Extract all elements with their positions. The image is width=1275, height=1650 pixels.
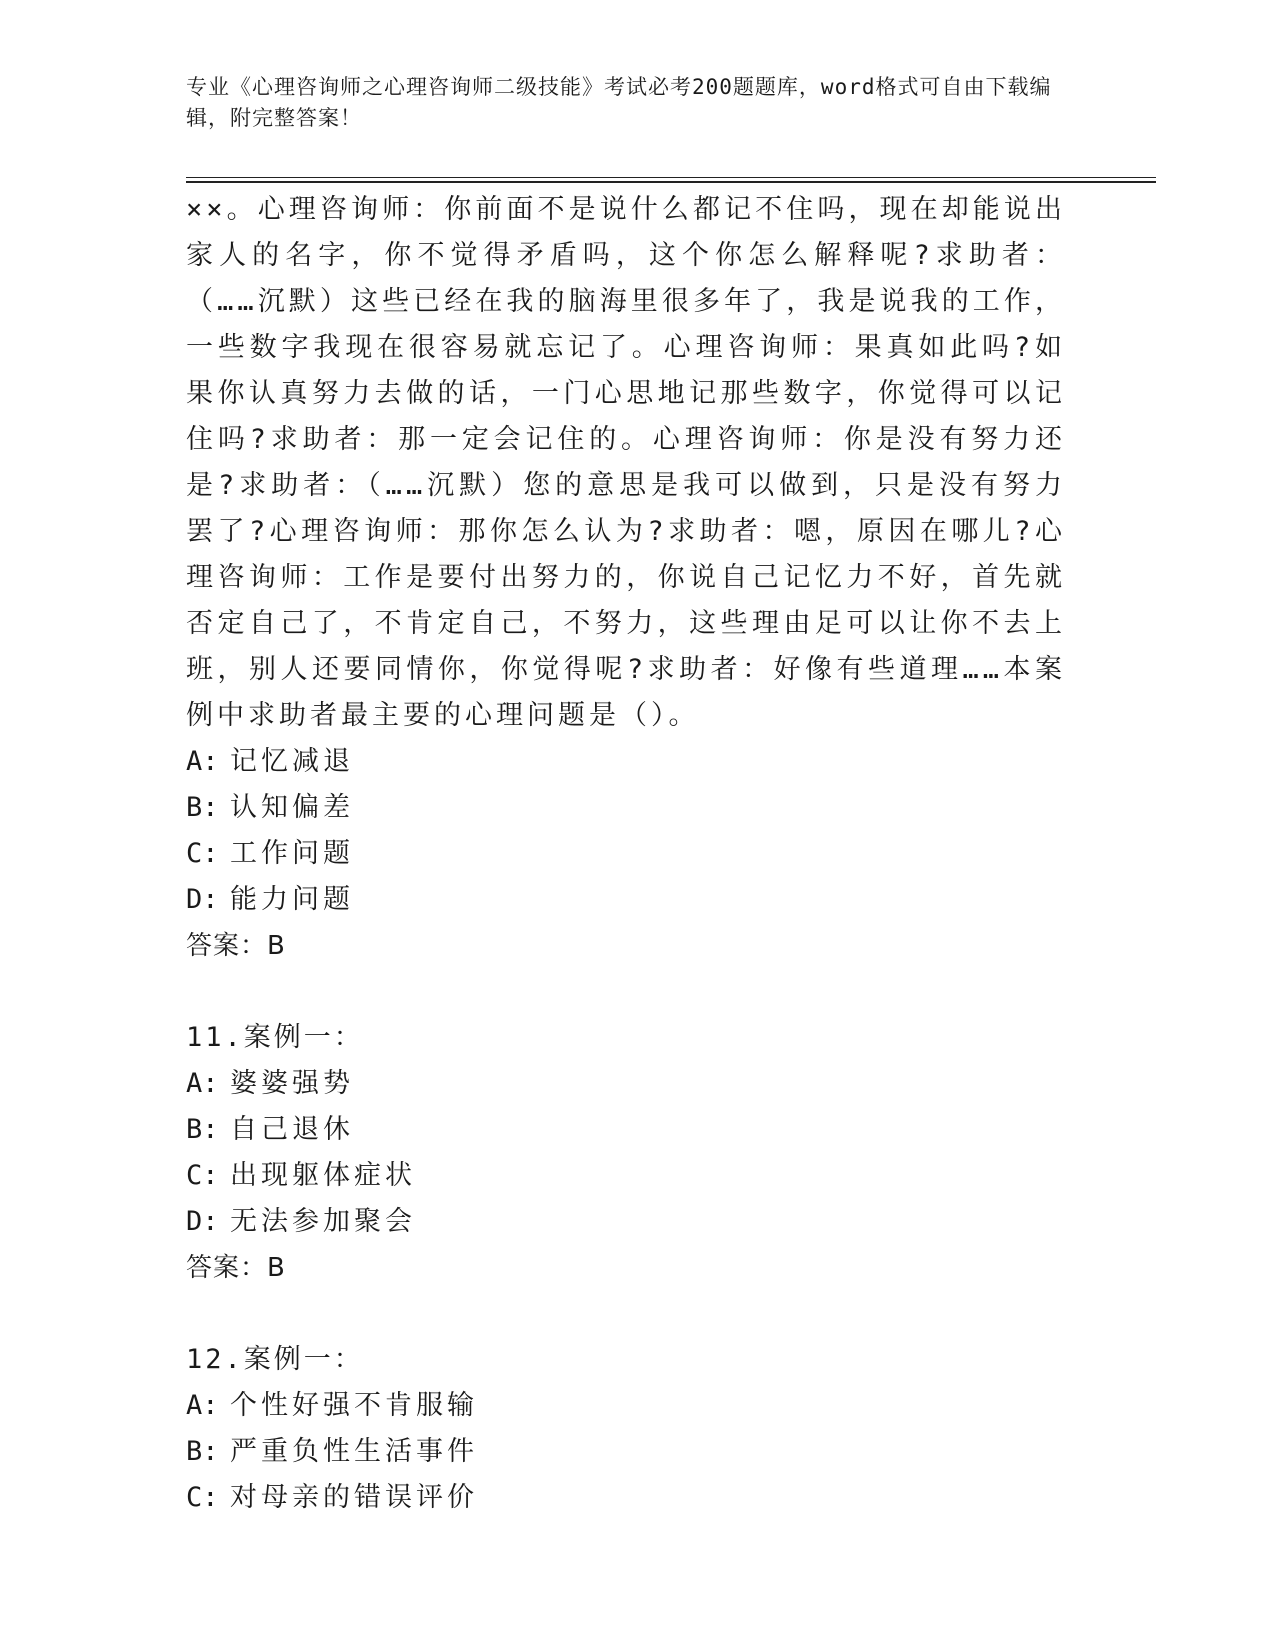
- question-10-answer: 答案：B: [186, 931, 286, 961]
- question-12-option-a: [186, 1383, 1066, 1429]
- question-12-title: 12.案例一：: [186, 1344, 364, 1375]
- question-10-option-c: [186, 831, 1066, 877]
- option-letter: D:: [186, 884, 219, 915]
- question-10-option-d: [186, 877, 1066, 923]
- option-text: 对母亲的错误评价: [230, 1482, 478, 1513]
- option-text: 认知偏差: [230, 792, 354, 823]
- spacer: [186, 969, 1066, 1015]
- question-11-option-c: [186, 1153, 1066, 1199]
- question-12-option-c: [186, 1475, 1066, 1521]
- header-text: 专业《心理咨询师之心理咨询师二级技能》考试必考200题题库，word格式可自由下载编辑，附完整答案！: [186, 75, 1052, 130]
- question-11-title: 11.案例一：: [186, 1022, 364, 1053]
- header-divider-thick: [186, 181, 1156, 183]
- option-text: 记忆减退: [230, 746, 354, 777]
- spacer: [186, 1291, 1066, 1337]
- header-divider-thin: [186, 177, 1156, 178]
- option-text: 能力问题: [230, 884, 354, 915]
- question-10-option-b: [186, 785, 1066, 831]
- document-body: [186, 187, 1066, 1521]
- option-text: 个性好强不肯服输: [230, 1390, 478, 1421]
- option-letter: B:: [186, 1114, 219, 1145]
- option-text: 严重负性生活事件: [230, 1436, 478, 1467]
- option-text: 婆婆强势: [230, 1068, 354, 1099]
- option-letter: A:: [186, 1068, 219, 1099]
- option-text: 工作问题: [230, 838, 354, 869]
- option-letter: B:: [186, 792, 219, 823]
- question-11-option-d: [186, 1199, 1066, 1245]
- question-10-option-a: [186, 739, 1066, 785]
- option-letter: C:: [186, 1482, 219, 1513]
- option-letter: D:: [186, 1206, 219, 1237]
- question-12-option-b: [186, 1429, 1066, 1475]
- question-11-option-a: [186, 1061, 1066, 1107]
- option-text: 自己退休: [230, 1114, 354, 1145]
- option-text: 无法参加聚会: [230, 1206, 416, 1237]
- option-text: 出现躯体症状: [230, 1160, 416, 1191]
- question-11-answer: 答案：B: [186, 1253, 286, 1283]
- option-letter: B:: [186, 1436, 219, 1467]
- question-11-option-b: [186, 1107, 1066, 1153]
- document-header: [186, 72, 1066, 134]
- option-letter: A:: [186, 746, 219, 777]
- option-letter: C:: [186, 838, 219, 869]
- option-letter: C:: [186, 1160, 219, 1191]
- question-10-stem: ××。心理咨询师：你前面不是说什么都记不住吗，现在却能说出家人的名字，你不觉得矛盾吗，这个你怎么解释呢?求助者：（……沉默）这些已经在我的脑海里很多年了，我是说我的工作，一些数字我现在很容易就忘记了。心理咨询师：果真如此吗?如果你认真努力去做的话，一门心思地记那些数字，你觉得可以记住吗?求助者：那一定会记住的。心理咨询师：你是没有努力还是?求助者：（……沉默）您的意思是我可以做到，只是没有努力罢了?心理咨询师：那你怎么认为?求助者：嗯，原因在哪儿?心理咨询师：工作是要付出努力的，你说自己记忆力不好，首先就否定自己了，不肯定自己，不努力，这些理由足可以让你不去上班，别人还要同情你，你觉得呢?求助者：好像有些道理……本案例中求助者最主要的心理问题是（）。: [186, 194, 1066, 731]
- option-letter: A:: [186, 1390, 219, 1421]
